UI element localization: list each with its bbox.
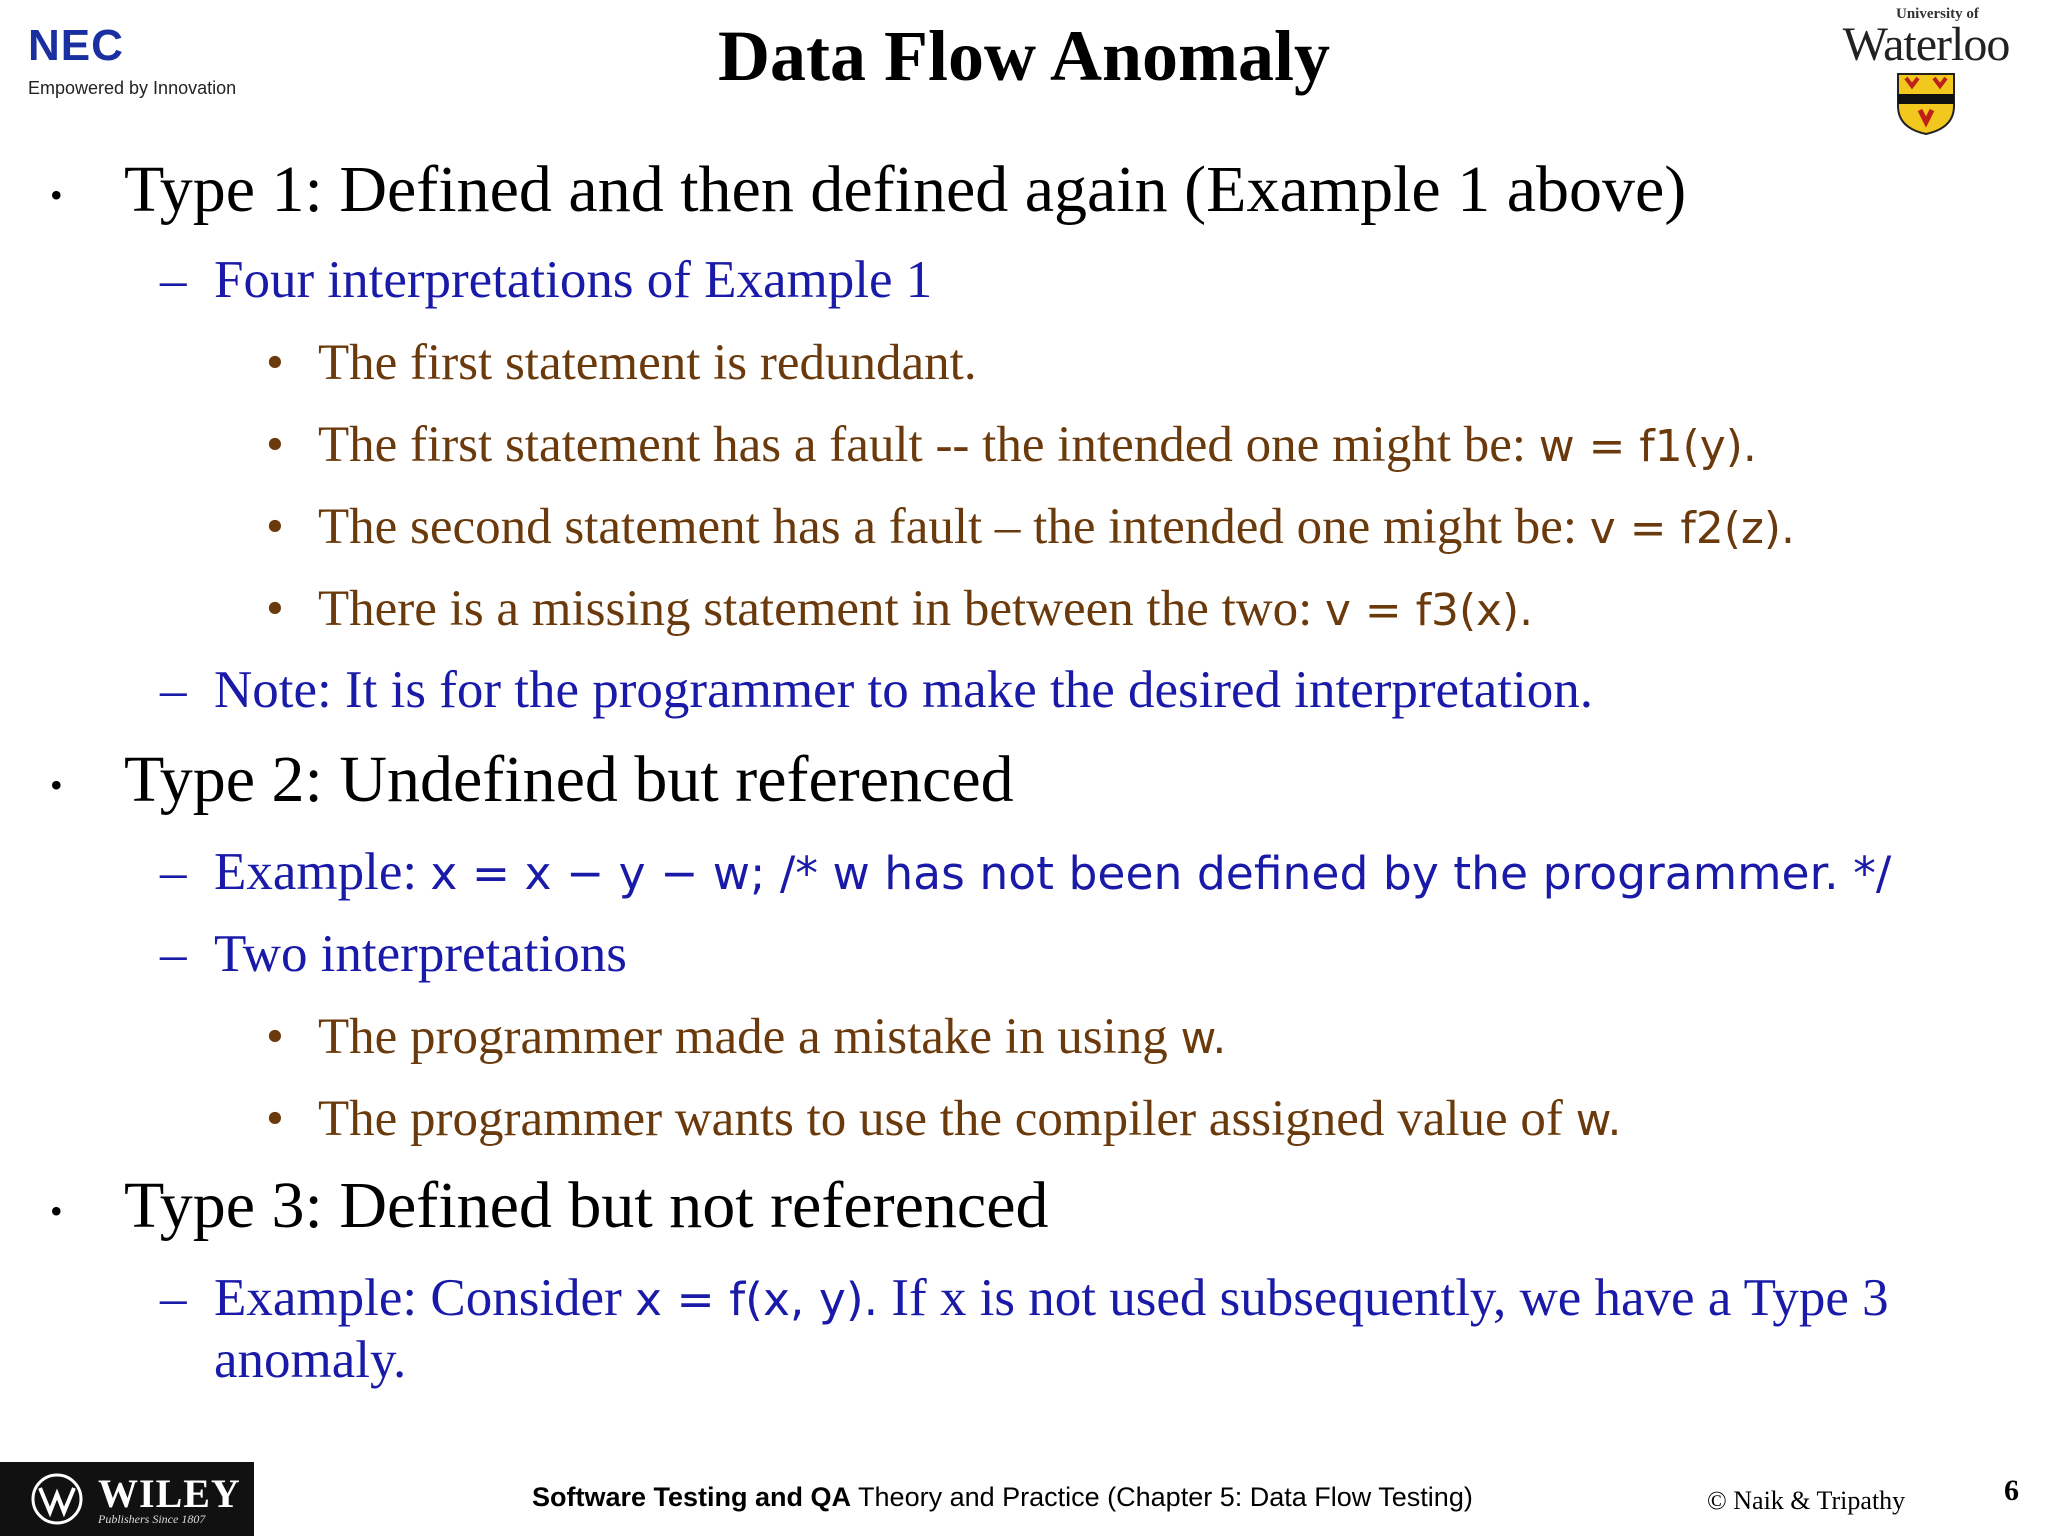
type3-example [214,1268,1889,1328]
type1-heading: Type 1: Defined and then defined again (Example 1 above) [124,153,1687,226]
type1-item-1: The first statement is redundant. [318,335,977,391]
waterloo-logo-small: University of [1896,6,1979,22]
type2-subheading: Two interpretations [214,925,627,983]
dash-icon: – [160,925,187,983]
type1-item-3 [318,498,1795,556]
type3-example-rest: If x is not used subsequently, we have a Type 3 [878,1269,1889,1327]
waterloo-logo [1806,6,2046,136]
waterloo-logo-name: Waterloo [1842,18,2010,71]
bullet-icon: • [266,581,284,637]
bullet-icon: • [266,335,284,391]
page-number: 6 [2004,1474,2019,1507]
dash-icon: – [160,1269,187,1327]
bullet-icon: • [266,417,284,473]
footer-book-rest: Theory and Practice (Chapter 5: Data Flow Testing) [851,1482,1473,1512]
type1-item-4-text: There is a missing statement in between the two: [318,581,1326,637]
footer-book-title [532,1482,1473,1513]
type2-example-code: x = x − y − w; /* w has not been defined by the programmer. */ [430,847,1892,900]
type3-example-code: x = f(x, y). [634,1273,879,1326]
type1-item-4-code: v = f3(x). [1325,585,1534,636]
bullet-icon: • [266,1009,284,1065]
type3-heading: Type 3: Defined but not referenced [124,1169,1049,1242]
bullet-icon: • [266,1091,284,1147]
type2-item-1-code: w. [1180,1013,1227,1064]
wiley-emblem-icon [26,1472,88,1526]
type1-item-2 [318,416,1757,474]
wiley-tagline: Publishers Since 1807 [98,1512,206,1526]
bullet-icon: • [50,1191,63,1231]
type3-example-line2: anomaly. [214,1331,407,1389]
type2-item-2-text: The programmer wants to use the compiler assigned value of [318,1091,1576,1147]
type1-item-3-text: The second statement has a fault – the intended one might be: [318,499,1590,555]
dash-icon: – [160,251,187,309]
dash-icon: – [160,843,187,901]
nec-logo-tagline: Empowered by Innovation [28,78,237,98]
slide-title: Data Flow Anomaly [718,16,1330,96]
nec-logo-name: NEC [28,21,124,70]
bullet-icon: • [266,499,284,555]
type3-example-label: Example: Consider [214,1269,635,1327]
type1-item-2-text: The first statement has a fault -- the intended one might be: [318,417,1539,473]
wiley-logo [0,1462,254,1536]
type2-example-label: Example: [214,843,431,901]
type2-example [214,842,1891,902]
type1-note: Note: It is for the programmer to make the desired interpretation. [214,661,1594,719]
dash-icon: – [160,661,187,719]
type1-item-2-code: w = f1(y). [1538,421,1757,472]
type2-item-2-code: w. [1575,1095,1622,1146]
type2-item-1 [318,1008,1226,1066]
type1-subheading: Four interpretations of Example 1 [214,251,933,309]
type1-item-3-code: v = f2(z). [1589,503,1795,554]
type2-heading: Type 2: Undefined but referenced [124,743,1014,816]
waterloo-crest-icon [1896,72,1956,136]
type2-item-1-text: The programmer made a mistake in using [318,1009,1181,1065]
footer-book-bold: Software Testing and QA [532,1482,852,1512]
wiley-name: WILEY [98,1471,241,1516]
bullet-icon: • [50,175,63,215]
bullet-icon: • [50,765,63,805]
footer-copyright: © Naik & Tripathy [1707,1486,1906,1515]
type1-item-4 [318,580,1533,638]
type2-item-2 [318,1090,1621,1148]
